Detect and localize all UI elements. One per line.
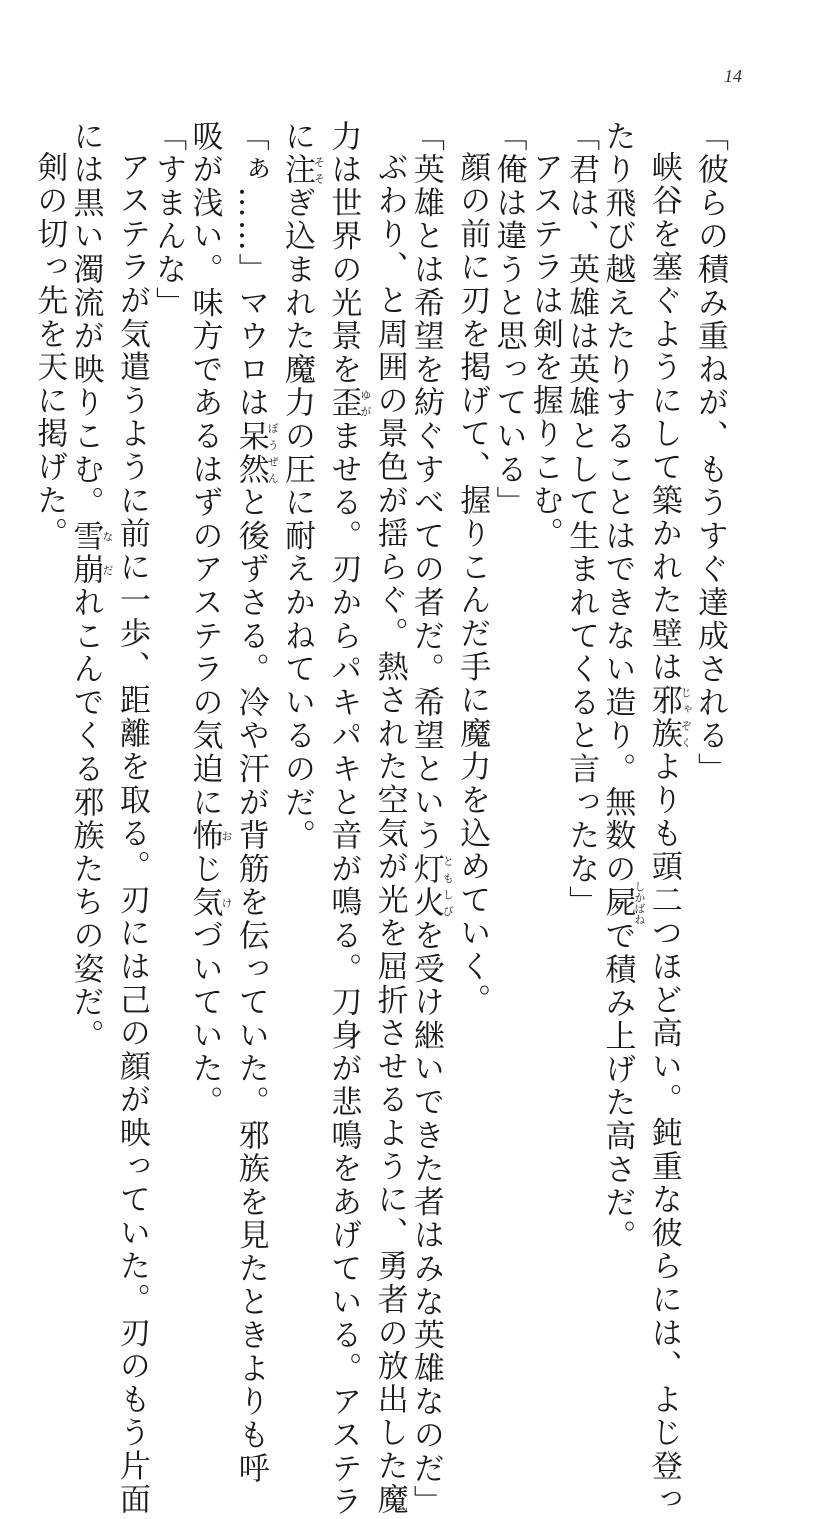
text-line: 顔の前に刃を掲げて、握りこんだ手に魔力を込めていく。 xyxy=(454,151,491,1017)
ruby-annotation: 灯火ともしび xyxy=(407,852,455,920)
text-line: アステラが気遣うように前に一歩、距離を取る。刃には己の顔が映っていた。刃のもう片面 xyxy=(113,151,150,1517)
text-line: 「君は、英雄は英雄として生まれてくると言ったな」 xyxy=(563,120,600,920)
text-line: 峡谷を塞ぐようにして築かれた壁は邪族じゃぞくよりも頭二つほど高い。鈍重な彼らには、よじ登っ xyxy=(645,151,693,1517)
page-number: 14 xyxy=(724,66,742,86)
ruby-annotation: 歪ゆが xyxy=(325,386,372,420)
text-line: 剣の切っ先を天に掲げた。 xyxy=(31,151,68,551)
text-line: には黒い濁流が映りこむ。雪崩なだれこんでくる邪族たちの姿だ。 xyxy=(67,120,115,1053)
ruby-annotation: 気け xyxy=(186,885,233,920)
text-line: ぶわり、と周囲の景色が揺らぐ。熱された空気が光を屈折させるように、勇者の放出した魔 xyxy=(371,151,408,1517)
text-line: 「すまんな」 xyxy=(150,120,187,320)
text-line: 吸が浅い。味方であるはずのアステラの気迫に怖おじ気けづいていた。 xyxy=(186,120,233,1120)
ruby-annotation: 邪族じゃぞく xyxy=(645,683,693,751)
text-line: 「英雄とは希望を紡ぐすべての者だ。希望という灯火ともしびを受け継いできた者はみな英雄なのだ」 xyxy=(407,120,455,1519)
text-line: 「彼らの積み重ねが、もうすぐ達成される」 xyxy=(692,120,728,786)
vertical-text-body xyxy=(31,120,728,1519)
ruby-annotation: 呆然ぼうぜん xyxy=(232,419,280,487)
ruby-annotation: 怖お xyxy=(186,819,233,853)
text-line: 「ぁ……」マウロは呆然ぼうぜんと後ずさる。冷や汗が背筋を伝っていた。邪族を見たときよりも呼 xyxy=(232,120,280,1486)
text-line: 力は世界の光景を歪ゆがませる。刃からパキパキと音が鳴る。刀身が悲鳴をあげている。アステラ xyxy=(325,120,372,1519)
ruby-annotation: 屍しかばね xyxy=(599,880,646,925)
text-line: に注そそぎ込まれた魔力の圧に耐えかねているのだ。 xyxy=(279,120,326,853)
ruby-annotation: 雪崩なだ xyxy=(67,519,115,587)
text-line: たり飛び越えたりすることはできない造り。無数の屍しかばねで積み上げた高さだ。 xyxy=(599,120,646,1253)
text-line: 「俺は違うと思っている」 xyxy=(490,120,527,520)
ruby-annotation: 注そそ xyxy=(279,153,326,187)
text-line: アステラは剣を握りこむ。 xyxy=(526,151,563,551)
